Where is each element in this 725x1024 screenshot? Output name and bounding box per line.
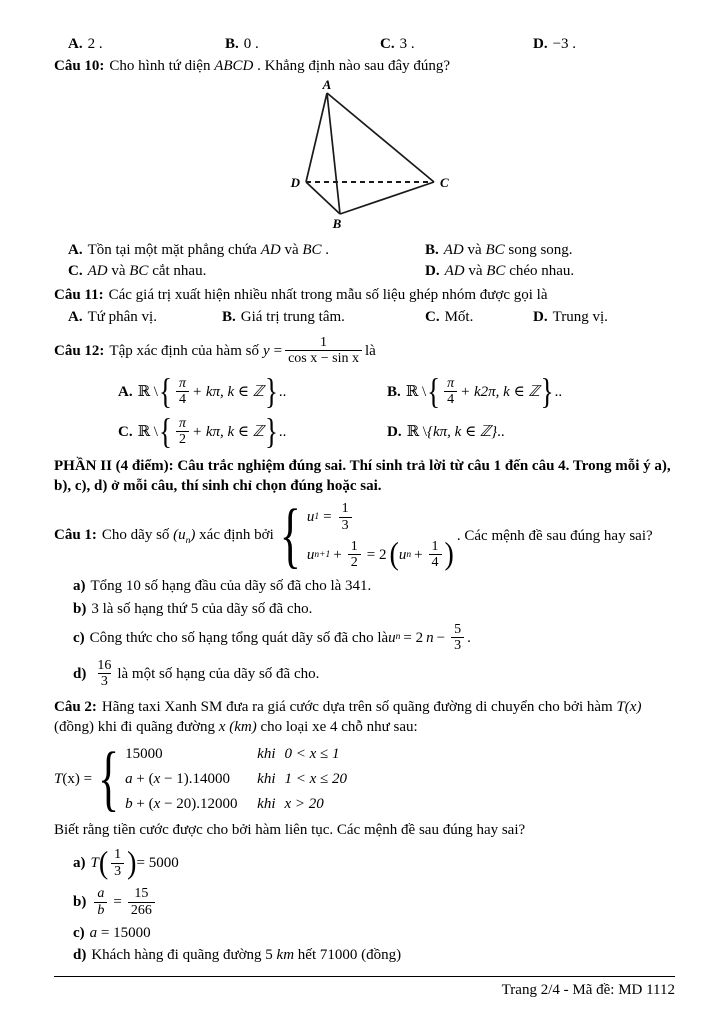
q10-option-c-m1: AD	[87, 263, 108, 279]
p2q2-s2: (đồng) khi đi quãng đường	[54, 719, 219, 735]
p2-question-2-stem	[54, 697, 675, 738]
p2q2-item-a-den: 3	[111, 863, 124, 880]
q10-option-a-post: .	[321, 241, 330, 258]
pw2-e4: − 1).14000	[160, 771, 231, 788]
p2q2-item-d	[73, 945, 675, 965]
q11-option-b	[222, 307, 425, 327]
p2q2-item-a-eq: = 5000	[136, 855, 179, 872]
p2q2-item-b-den2: 266	[128, 902, 155, 919]
q12-option-b-num: π	[447, 375, 455, 391]
option-d-text: −3 .	[552, 36, 577, 52]
q10-option-d-m1: AD	[444, 263, 465, 279]
pw2-khi: khi	[257, 771, 276, 788]
question-10-stem	[54, 56, 675, 76]
item-d-den: 3	[98, 673, 111, 690]
p2-question-1-stem	[54, 495, 675, 576]
piecewise-row-3	[125, 794, 347, 814]
r1-eq: =	[323, 509, 332, 526]
p2q2-item-d-label: d)	[73, 946, 87, 963]
q10-option-b	[425, 240, 675, 260]
q11-option-d-label: D.	[533, 308, 548, 325]
r2-frac1	[348, 539, 361, 571]
q11-option-a-label: A.	[68, 308, 83, 325]
p2q1-item-b	[73, 599, 675, 619]
pw2-e1: a	[125, 771, 133, 788]
q10-option-a-mid: và	[280, 241, 303, 258]
q10-option-d-m2: BC	[486, 263, 506, 279]
option-b-text: 0 .	[243, 36, 259, 52]
q12-option-b	[387, 370, 675, 412]
q10-option-b-m2: BC	[485, 241, 505, 258]
q10-option-a-label: A.	[68, 241, 83, 258]
q10-option-c-post: cắt nhau.	[148, 263, 207, 279]
question-10-text-after: . Khẳng định nào sau đây đúng?	[253, 58, 451, 75]
r2-eq: = 2	[366, 546, 387, 563]
p2q2-item-a-open-paren: (	[98, 845, 109, 881]
q12-lhs-var: y	[262, 342, 270, 359]
piecewise-brace: {	[98, 738, 120, 819]
q10-option-b-m1: AD	[443, 241, 464, 258]
p2q2-item-b-label: b)	[73, 894, 87, 911]
q12-option-c-rbrace: }	[264, 410, 278, 452]
pw-expr-2	[125, 769, 257, 789]
item-c-sub: n	[395, 632, 401, 643]
p2q2-s1: Hãng taxi Xanh SM đưa ra giá cước dựa trên số quãng đường di chuyển cho bởi hàm	[101, 698, 617, 715]
page-footer	[54, 976, 675, 1000]
q10-option-d-label: D.	[425, 263, 440, 279]
p2q2-item-b-eq: =	[113, 894, 122, 911]
q12-option-d-set-body: {kπ, k ∈ ℤ}	[426, 423, 498, 440]
r2-var: u	[306, 546, 315, 563]
pw-cond-1	[257, 744, 339, 764]
p2q1-post: . Các mệnh đề sau đúng hay sai?	[456, 528, 653, 545]
piecewise-lhs	[54, 769, 92, 789]
p2q2-item-d-val: 71000	[319, 946, 358, 963]
p2q2-item-a-close-paren: )	[127, 845, 137, 881]
item-d-num: 16	[97, 657, 112, 673]
p2q2-item-d-pre: Khách hàng đi quãng đường	[91, 946, 266, 963]
system-rows	[307, 501, 454, 571]
q12-option-b-rbrace: }	[540, 370, 554, 412]
option-a	[68, 34, 225, 54]
option-d	[533, 34, 675, 54]
pw3-cond: x > 20	[284, 796, 324, 813]
q12-option-c-post: ..	[278, 423, 287, 440]
q12-option-d-set: ℝ \	[406, 423, 427, 440]
q10-option-c	[68, 261, 425, 281]
p2q2-item-b-num2: 15	[134, 886, 149, 902]
q11-option-d	[533, 307, 675, 327]
item-b-label: b)	[73, 600, 87, 617]
q12-option-b-tail: + k2π, k ∈ ℤ	[460, 383, 540, 400]
q12-option-a-den: 4	[176, 391, 189, 408]
vertex-label-B: B	[332, 215, 341, 231]
figure-container	[54, 79, 675, 237]
p2q2-item-b-frac1	[94, 886, 107, 918]
vertex-label-C: C	[439, 174, 449, 190]
q12-option-b-post: ..	[554, 383, 563, 400]
p2q2-note: Biết rằng tiền cước được cho bởi hàm liên tục. Các mệnh đề sau đúng hay sai?	[54, 822, 526, 839]
pw3-e1: b	[125, 796, 133, 813]
question-10-options	[68, 240, 675, 282]
q10-option-a	[68, 240, 425, 260]
r1-sub: 1	[314, 512, 320, 523]
p2q2-item-a-num: 1	[114, 847, 122, 863]
q12-option-a-rbrace: }	[264, 370, 278, 412]
p2q2-item-a-label: a)	[73, 855, 86, 872]
q10-option-b-mid: và	[463, 241, 486, 258]
option-a-label: A.	[68, 36, 83, 52]
q10-option-c-m2: BC	[129, 263, 149, 279]
q12-frac-num: 1	[320, 334, 328, 350]
item-d-frac	[94, 658, 114, 690]
q12-option-a-set: ℝ \	[137, 383, 158, 400]
p2q2-item-d-unit: km	[276, 946, 295, 963]
question-11-text: Các giá trị xuất hiện nhiều nhất trong mẫu số liệu ghép nhóm được gọi là	[108, 287, 548, 304]
q12-option-c-tail: + kπ, k ∈ ℤ	[191, 423, 264, 440]
system-row-2	[306, 536, 454, 573]
question-12-stem	[54, 331, 675, 371]
option-d-label: D.	[533, 36, 548, 52]
item-c-var: u	[388, 629, 396, 646]
q12-option-a-post: ..	[278, 383, 287, 400]
vertex-label-A: A	[322, 78, 331, 92]
p2q1-lead	[54, 525, 274, 548]
pw2-e2: + (	[132, 771, 154, 788]
p2q2-item-a	[73, 845, 675, 883]
question-12-options	[118, 370, 675, 452]
p2q1-item-d	[73, 657, 675, 691]
option-b-label: B.	[225, 36, 239, 52]
q12-option-c-num: π	[178, 415, 186, 431]
r2-close-paren: )	[444, 536, 454, 573]
pw-expr-1	[125, 744, 257, 764]
q12-option-c-den: 2	[176, 431, 189, 448]
pw2-e3: x	[153, 771, 161, 788]
pw3-e4: − 20).12000	[160, 796, 238, 813]
q12-option-a	[118, 370, 387, 412]
q12-frac-den: cos x − sin x	[285, 350, 362, 367]
q11-option-d-text: Trung vị.	[552, 308, 608, 325]
system-row-1	[307, 501, 454, 533]
option-c-label: C.	[380, 36, 395, 52]
question-12-label: Câu 12:	[54, 342, 105, 359]
fn-T: T	[54, 771, 63, 788]
pw-cond-3	[257, 794, 324, 814]
fn-rest: (x) =	[62, 771, 93, 788]
footer-text: Trang 2/4 - Mã đề: MD 1112	[501, 981, 675, 998]
p2q2-item-a-T: T	[90, 855, 99, 872]
q10-option-c-label: C.	[68, 263, 83, 279]
q12-option-a-num: π	[178, 375, 186, 391]
q12-equals: =	[273, 342, 283, 359]
q12-option-c-label: C.	[118, 423, 133, 440]
option-a-text: 2 .	[87, 36, 103, 52]
question-11-label: Câu 11:	[54, 287, 104, 304]
r2-open-paren: (	[389, 536, 399, 573]
p2q2-item-c-eq: = 15000	[97, 924, 151, 941]
item-c-eq2: −	[436, 629, 446, 646]
question-10-label: Câu 10:	[54, 58, 105, 75]
r2-sub2: n	[406, 549, 412, 560]
pw3-e3: x	[153, 796, 161, 813]
item-a-label: a)	[73, 578, 86, 595]
pw-cond-2	[257, 769, 347, 789]
item-b-text: 3 là số hạng thứ 5 của dãy số đã cho.	[91, 600, 313, 617]
question-10-math: ABCD	[214, 58, 254, 75]
q12-option-c-frac	[176, 416, 189, 448]
question-10-text: Cho hình tứ diện	[109, 58, 215, 75]
r2-num2: 1	[431, 538, 439, 554]
q10-option-d	[425, 261, 675, 281]
item-d-label: d)	[73, 665, 87, 682]
item-c-den: 3	[451, 637, 464, 654]
q12-option-d-post: ..	[497, 423, 505, 440]
q10-option-a-m1: AD	[260, 241, 281, 258]
answer-options-row	[68, 34, 675, 54]
p2q2-item-b	[73, 885, 675, 921]
question-12-text-after: là	[365, 342, 376, 359]
p2q1-seq-open: (u	[173, 526, 186, 543]
p2q2-item-c-label: c)	[73, 924, 85, 941]
r1-num: 1	[341, 501, 349, 517]
p2q1-seq-close: )	[190, 526, 196, 543]
q12-option-a-frac	[176, 376, 189, 408]
p2q2-item-d-post: (đồng)	[357, 946, 402, 963]
item-c-frac	[451, 622, 464, 654]
item-a-val: 341	[345, 578, 368, 595]
r1-den: 3	[339, 517, 352, 534]
item-c-var2: n	[426, 629, 434, 646]
q11-option-c-text: Mốt.	[444, 308, 474, 325]
p2q2-item-d-mid: hết	[294, 946, 320, 963]
item-c-label: c)	[73, 629, 85, 646]
q12-option-b-lbrace: {	[427, 370, 441, 412]
piecewise-row-1	[125, 744, 347, 764]
r2-sub: n+1	[314, 549, 331, 560]
q12-option-a-lbrace: {	[158, 370, 172, 412]
pw2-cond: 1 < x ≤ 20	[284, 771, 348, 788]
question-12-text: Tập xác định của hàm số	[109, 342, 259, 359]
pw-expr-3	[125, 794, 257, 814]
q10-option-a-m2: BC	[302, 241, 322, 258]
q10-option-b-label: B.	[425, 241, 439, 258]
tetrahedron-figure	[288, 79, 458, 231]
piecewise-rows	[125, 744, 347, 815]
p2q2-item-a-frac	[111, 847, 124, 879]
r1-var: u	[306, 509, 315, 526]
q11-option-b-text: Giá trị trung tâm.	[240, 308, 345, 325]
p2q2-item-c	[73, 923, 675, 943]
system-brace: {	[279, 495, 301, 576]
r2-den1: 2	[348, 554, 361, 571]
r1-frac	[339, 501, 352, 533]
q12-option-b-den: 4	[444, 391, 457, 408]
r2-num1: 1	[350, 538, 358, 554]
p2q1-pre: Cho dãy số	[101, 526, 174, 543]
item-c-pre: Công thức cho số hạng tổng quát dãy số đã cho là	[89, 629, 389, 646]
q10-option-d-mid: và	[464, 263, 487, 279]
p2q1-item-c	[73, 621, 675, 655]
question-11-stem	[54, 285, 675, 305]
vertex-label-D: D	[290, 174, 300, 190]
p2q1-label: Câu 1:	[54, 526, 97, 543]
option-c-text: 3 .	[399, 36, 415, 52]
item-c-post: .	[467, 629, 471, 646]
piecewise-row-2	[125, 769, 347, 789]
q12-option-b-frac	[444, 376, 457, 408]
item-a-pre: Tổng 10 số hạng đầu của dãy số đã cho là	[90, 578, 346, 595]
p2q1-mid: xác định bởi	[195, 526, 274, 543]
p2q2-s3: cho loại xe 4 chỗ như sau:	[256, 719, 418, 735]
q12-option-b-label: B.	[387, 383, 401, 400]
piecewise-function	[54, 738, 675, 819]
p2q2-m1: T(x)	[616, 698, 642, 715]
p2q1-item-a	[73, 576, 675, 596]
item-c-num: 5	[454, 621, 462, 637]
p2q2-item-c-var: a	[89, 924, 98, 941]
q12-option-a-tail: + kπ, k ∈ ℤ	[191, 383, 264, 400]
r2-frac2	[429, 539, 442, 571]
p2q2-item-d-num: 5	[265, 946, 277, 963]
option-b	[225, 34, 380, 54]
q11-option-c	[425, 307, 533, 327]
r2-plus2: +	[414, 546, 423, 563]
q11-option-c-label: C.	[425, 308, 440, 325]
q12-option-a-label: A.	[118, 383, 133, 400]
q10-option-a-pre: Tồn tại một mặt phẳng chứa	[87, 241, 261, 258]
pw1-cond: 0 < x ≤ 1	[284, 745, 340, 762]
option-c	[380, 34, 533, 54]
part-2-heading: PHẦN II (4 điểm): Câu trắc nghiệm đúng sai. Thí sinh trả lời từ câu 1 đến câu 4. Trong mỗi ý a), b), c), d) ở mỗi câu, thí sinh chỉ chọn đúng hoặc sai.	[54, 457, 671, 494]
q12-option-c	[118, 410, 387, 452]
p2q2-item-b-frac2	[128, 886, 155, 918]
q11-option-a-text: Tứ phân vị.	[87, 308, 157, 325]
q10-option-c-mid: và	[107, 263, 130, 279]
r2-plus: +	[333, 546, 342, 563]
p2q1-seq-sub: n	[185, 535, 191, 546]
q11-option-a	[68, 307, 222, 327]
pw1-khi: khi	[257, 745, 276, 762]
item-d-post: là một số hạng của dãy số đã cho.	[117, 665, 320, 682]
q10-option-b-post: song song.	[504, 241, 573, 258]
pw3-e2: + (	[132, 796, 154, 813]
q12-option-d-label: D.	[387, 423, 402, 440]
q11-option-b-label: B.	[222, 308, 236, 325]
item-a-post: .	[367, 578, 372, 595]
r2-var2: u	[398, 546, 407, 563]
question-11-options	[68, 307, 675, 327]
pw3-khi: khi	[257, 796, 276, 813]
q12-option-c-set: ℝ \	[137, 423, 158, 440]
p2q2-item-b-den1: b	[94, 902, 107, 919]
r2-den2: 4	[429, 554, 442, 571]
p2q2-m2: x (km)	[218, 719, 257, 735]
p2q2-label: Câu 2:	[54, 698, 97, 715]
q10-option-d-post: chéo nhau.	[505, 263, 575, 279]
q12-fraction	[285, 335, 362, 367]
q12-option-b-set: ℝ \	[405, 383, 427, 400]
p2q2-item-b-num1: a	[97, 886, 105, 902]
q12-option-d	[387, 413, 675, 451]
q12-option-c-lbrace: {	[158, 410, 172, 452]
item-c-eq1: = 2	[403, 629, 424, 646]
pw1-e2: 15000	[125, 745, 163, 762]
